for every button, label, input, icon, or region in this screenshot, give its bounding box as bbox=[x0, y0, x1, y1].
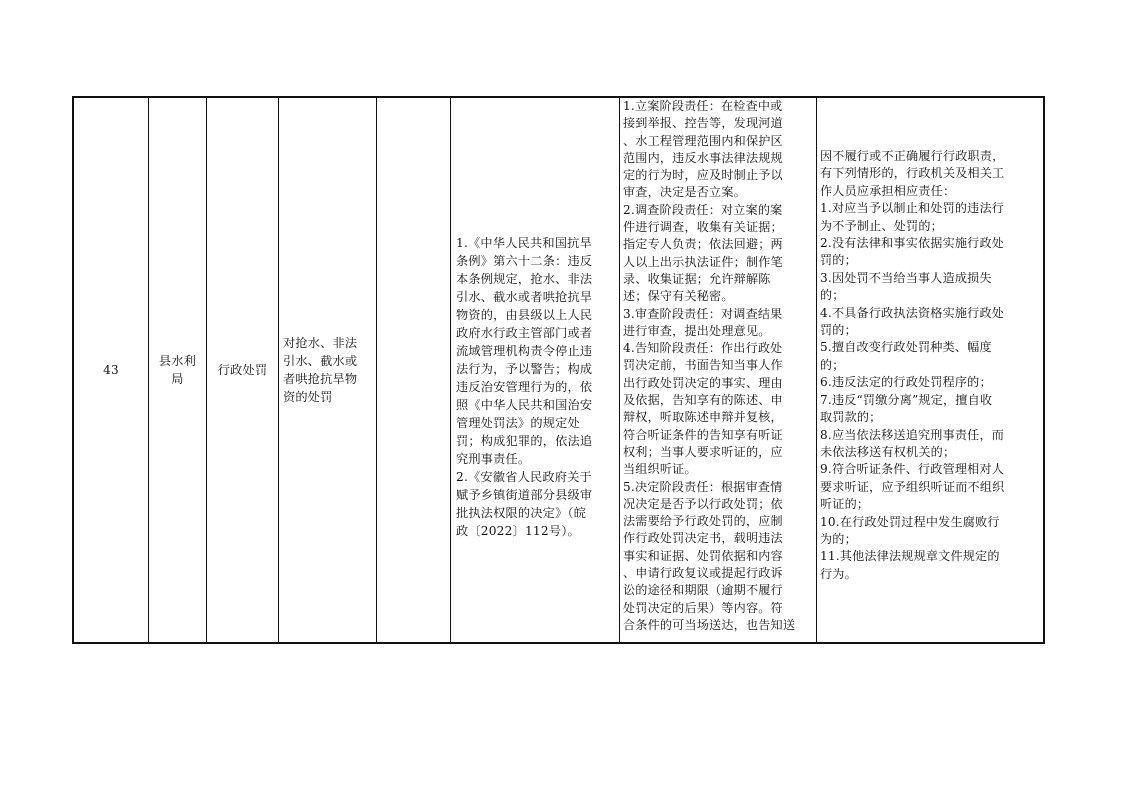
serial-number-text: 43 bbox=[103, 363, 119, 377]
cell-legal-basis bbox=[450, 98, 619, 642]
cell-sub-item bbox=[376, 98, 450, 642]
cell-responsibility bbox=[619, 98, 816, 642]
legal-basis-text: 1.《中华人民共和国抗旱 条例》第六十二条：违反 本条例规定，抢水、非法 引水、截水或者哄抢抗旱 物资的，由县级以上人民 政府水行政主管部门或者 流域管理机构责令停止违 法行为，予以警告；构成 违反治安管理行为的，依 照《中华人民共和国治安 管理处罚法》的规定处 罚；构成犯罪的，依法追 究刑事责任。 2.《安徽省人民政府关于 赋予乡镇街道部分县级审 批执法权限的决定》（皖 政〔2022〕112号）。 bbox=[456, 236, 593, 538]
cell-accountability bbox=[816, 98, 1045, 642]
responsibility-text: 1.立案阶段责任：在检查中或 接到举报、控告等，发现河道 、水工程管理范围内和保护区 范围内，违反水事法律法规规 定的行为时，应及时制止予以 审查，决定是否立案。 2.调查阶段责任：对立案的案 件进行调查，收集有关证据； 指定专人负责；依法回避；两 人以上出示执法证件；制作笔 录、收集证据；允许辩解陈 述；保守有关秘密。 3.审查阶段责任：对调查结果 进行审查，提出处理意见。 4.告知阶段责任：作出行政处 罚决定前，书面告知当事人作 出行政处罚决定的事实、理由 及依据，告知享有的陈述、申 辩权，听取陈述申辩并复核， 符合听证条件的告知享有听证 权利；当事人要求听证的，应 当组织听证。 5.决定阶段责任：根据审查情 况决定是否予以行政处罚；依 法需要给予行政处罚的，应制 作行政处罚决定书，载明违法 事实和证据、处罚依据和内容 、申请行政复议或提起行政诉 讼的途径和期限（逾期不履行 处罚决定的后果）等内容。符 合条件的可当场送达，也告知送 bbox=[623, 99, 796, 632]
cell-serial-number bbox=[74, 98, 148, 642]
cell-power-type bbox=[206, 98, 278, 642]
accountability-text: 因不履行或不正确履行行政职责， 有下列情形的，行政机关及相关工 作人员应承担相应责任： 1.对应当予以制止和处罚的违法行 为不予制止、处罚的； 2.没有法律和事实依据实施行政处 罚的； 3.因处罚不当给当事人造成损失 的； 4.不具备行政执法资格实施行政处 罚的； 5.擅自改变行政处罚种类、幅度 的； 6.违反法定的行政处罚程序的； 7.违反“罚缴分离”规定，擅自收 取罚款的； 8.应当依法移送追究刑事责任，而 未依法移送有权机关的； 9.符合听证条件、行政管理相对人 要求听证，应予组织听证而不组织 听证的； 10.在行政处罚过程中发生腐败行 为的； 11.其他法律法规规章文件规定的 行为。 bbox=[820, 149, 1005, 581]
power-type-text: 行政处罚 bbox=[217, 363, 268, 377]
power-name-text: 对抢水、非法 引水、截水或 者哄抢抗旱物 资的处罚 bbox=[283, 336, 358, 404]
power-list-table bbox=[72, 96, 1045, 644]
cell-department bbox=[148, 98, 206, 642]
department-text: 县水利 局 bbox=[158, 354, 197, 386]
cell-power-name bbox=[278, 98, 376, 642]
